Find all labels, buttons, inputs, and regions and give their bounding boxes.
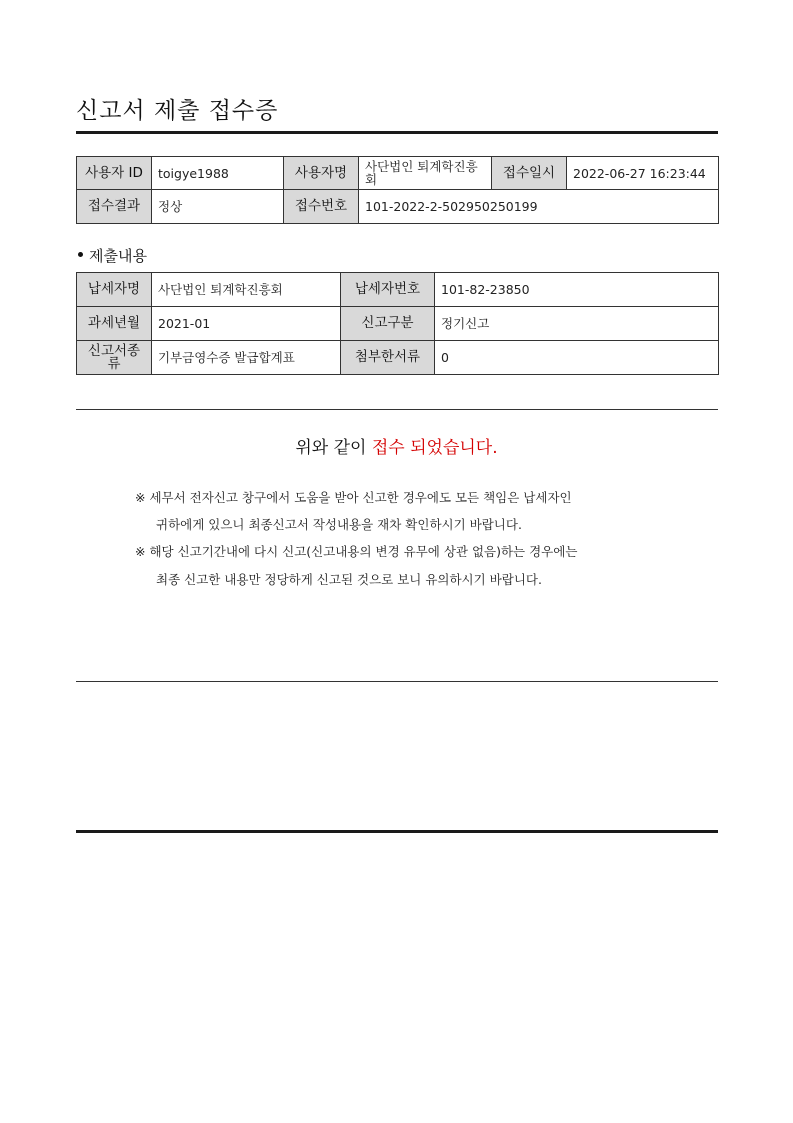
page-title: 신고서 제출 접수증 (76, 98, 279, 124)
confirmation-highlight: 접수 되었습니다. (371, 438, 498, 458)
taxpayer-no-label: 납세자번호 (341, 273, 435, 307)
tax-period-label: 과세년월 (77, 307, 152, 341)
notice-line: 귀하에게 있으니 최종신고서 작성내용을 재차 확인하시기 바랍니다. (156, 517, 522, 532)
table-row (77, 190, 719, 224)
user-name-label: 사용자명 (284, 157, 359, 190)
table-row (77, 307, 719, 341)
taxpayer-no-value: 101-82-23850 (435, 273, 719, 307)
taxpayer-name-label: 납세자명 (77, 273, 152, 307)
user-id-value: toigye1988 (152, 157, 284, 190)
table-row (77, 341, 719, 375)
bullet-icon (78, 252, 83, 257)
section-heading (78, 245, 147, 266)
submission-header-table (76, 156, 719, 224)
confirmation-message (0, 433, 793, 458)
form-type-label: 신고서종류 (77, 341, 152, 375)
content-divider-bottom (76, 681, 718, 682)
receipt-no-label: 접수번호 (284, 190, 359, 224)
table-row (77, 273, 719, 307)
notice-line: ※ 세무서 전자신고 창구에서 도움을 받아 신고한 경우에도 모든 책임은 납세자인 (135, 490, 572, 505)
result-value: 정상 (152, 190, 284, 224)
submission-content-table (76, 272, 719, 375)
user-id-label: 사용자 ID (77, 157, 152, 190)
confirmation-prefix: 위와 같이 (295, 438, 372, 458)
received-at-label: 접수일시 (492, 157, 567, 190)
user-name-value: 사단법인 퇴계학진흥회 (359, 157, 492, 190)
table-row (77, 157, 719, 190)
filing-type-label: 신고구분 (341, 307, 435, 341)
title-divider (76, 131, 718, 134)
receipt-no-value: 101-2022-2-502950250199 (359, 190, 719, 224)
content-divider-top (76, 409, 718, 410)
taxpayer-name-value: 사단법인 퇴계학진흥회 (152, 273, 341, 307)
received-at-value: 2022-06-27 16:23:44 (567, 157, 719, 190)
section-heading-text: 제출내용 (89, 247, 147, 265)
filing-type-value: 정기신고 (435, 307, 719, 341)
attachments-value: 0 (435, 341, 719, 375)
result-label: 접수결과 (77, 190, 152, 224)
notice-line: ※ 해당 신고기간내에 다시 신고(신고내용의 변경 유무에 상관 없음)하는 경우에는 (135, 544, 578, 559)
notice-line: 최종 신고한 내용만 정당하게 신고된 것으로 보니 유의하시기 바랍니다. (156, 572, 542, 587)
footer-divider (76, 830, 718, 833)
form-type-value: 기부금영수증 발급합계표 (152, 341, 341, 375)
tax-period-value: 2021-01 (152, 307, 341, 341)
attachments-label: 첨부한서류 (341, 341, 435, 375)
